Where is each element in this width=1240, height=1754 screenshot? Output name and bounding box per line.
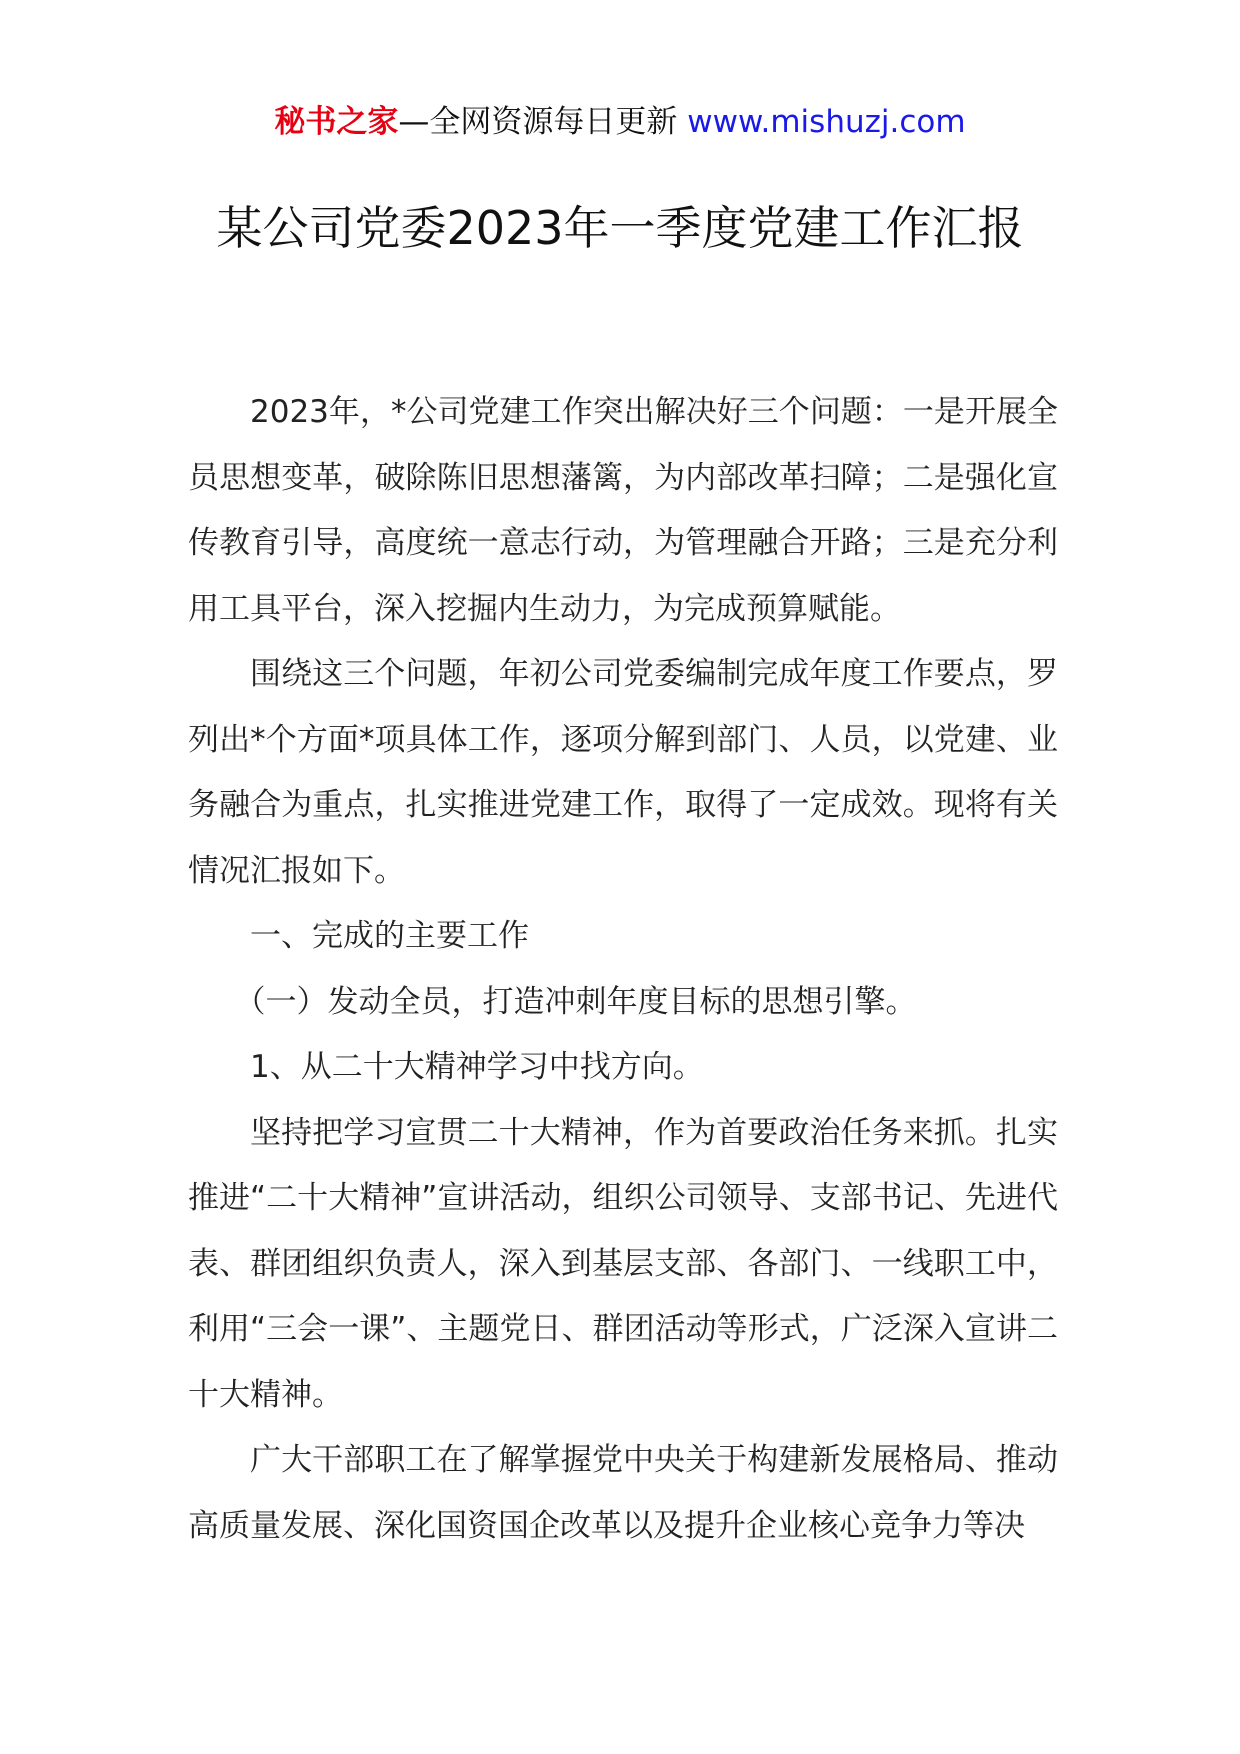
document-title: 某公司党委2023年一季度党建工作汇报 xyxy=(216,201,1024,255)
paragraph-cadres: 广大干部职工在了解掌握党中央关于构建新发展格局、推动高质量发展、深化国资国企改革以及提升企业核心竞争力等决 xyxy=(188,1442,1058,1544)
paragraph-intro: 2023年，*公司党建工作突出解决好三个问题：一是开展全员思想变革，破除陈旧思想藩篱，为内部改革扫障；二是强化宣传教育引导，高度统一意志行动，为管理融合开路；三是充分利用工具平台，深入挖掘内生动力，为完成预算赋能。 xyxy=(188,394,1058,627)
subsection-heading: （一）发动全员，打造冲刺年度目标的思想引擎。 xyxy=(234,983,917,1020)
document-body xyxy=(188,380,1058,1559)
site-url-link[interactable]: www.mishuzj.com xyxy=(687,104,966,140)
site-slogan: —全网资源每日更新 xyxy=(398,104,678,140)
site-header xyxy=(0,100,1240,144)
paragraph-study: 坚持把学习宣贯二十大精神，作为首要政治任务来抓。扎实推进“二十大精神”宣讲活动，组织公司领导、支部书记、先进代表、群团组织负责人，深入到基层支部、各部门、一线职工中，利用“三会一课”、主题党日、群团活动等形式，广泛深入宣讲二十大精神。 xyxy=(188,1114,1058,1413)
paragraph-overview: 围绕这三个问题，年初公司党委编制完成年度工作要点，罗列出*个方面*项具体工作，逐项分解到部门、人员，以党建、业务融合为重点，扎实推进党建工作，取得了一定成效。现将有关情况汇报如下。 xyxy=(188,656,1058,889)
section-heading: 一、完成的主要工作 xyxy=(250,918,529,954)
item-heading: 1、从二十大精神学习中找方向。 xyxy=(250,1049,704,1085)
site-brand: 秘书之家 xyxy=(274,104,399,140)
